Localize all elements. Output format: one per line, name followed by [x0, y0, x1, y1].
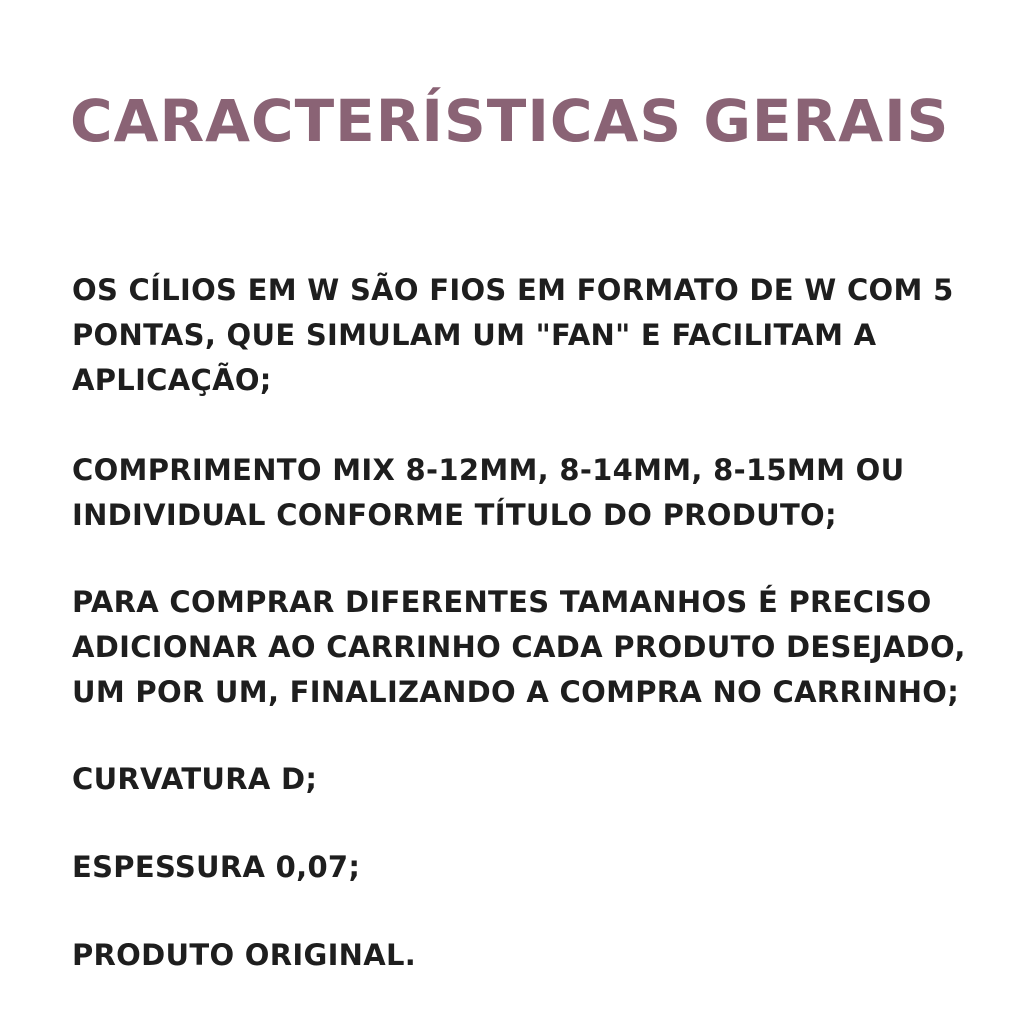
text-line: UM POR UM, FINALIZANDO A COMPRA NO CARRINHO; — [72, 675, 960, 709]
text-line: PONTAS, QUE SIMULAM UM "FAN" E FACILITAM A — [72, 318, 877, 352]
text-line: PRODUTO ORIGINAL. — [72, 938, 417, 972]
paragraph-curvature — [72, 757, 317, 802]
text-line: PARA COMPRAR DIFERENTES TAMANHOS É PRECISO — [72, 585, 932, 619]
paragraph-original-product — [72, 933, 416, 978]
text-line: APLICAÇÃO; — [72, 363, 272, 397]
paragraph-length — [72, 448, 904, 538]
page-title: CARACTERÍSTICAS GERAIS — [70, 87, 950, 155]
paragraph-w-lashes-description — [72, 268, 954, 403]
text-line: ESPESSURA 0,07; — [72, 850, 361, 884]
text-line: CURVATURA D; — [72, 762, 318, 796]
paragraph-purchase-instructions — [72, 580, 966, 715]
text-line: INDIVIDUAL CONFORME TÍTULO DO PRODUTO; — [72, 498, 837, 532]
text-line: OS CÍLIOS EM W SÃO FIOS EM FORMATO DE W COM 5 — [72, 273, 954, 307]
paragraph-thickness — [72, 845, 360, 890]
text-line: COMPRIMENTO MIX 8-12MM, 8-14MM, 8-15MM OU — [72, 453, 905, 487]
text-line: ADICIONAR AO CARRINHO CADA PRODUTO DESEJADO, — [72, 630, 966, 664]
